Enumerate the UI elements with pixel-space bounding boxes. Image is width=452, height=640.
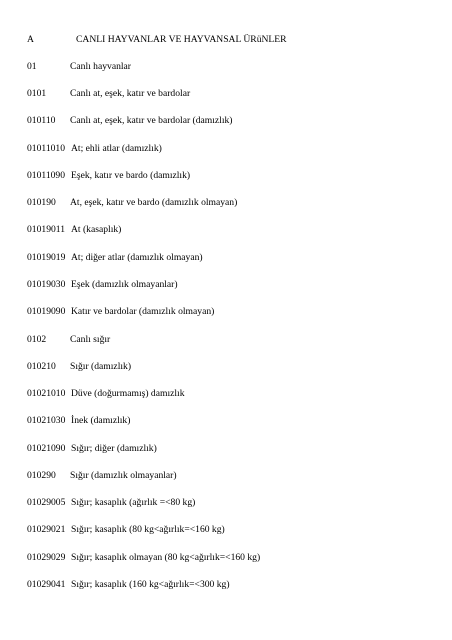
row-code: A xyxy=(27,34,34,45)
row-code: 010110 xyxy=(27,115,56,126)
row-description: CANLI HAYVANLAR VE HAYVANSAL ÜRüNLER xyxy=(76,34,287,45)
row-code: 01029029 xyxy=(27,552,66,563)
row-description: Sığır (damızlık olmayanlar) xyxy=(70,470,177,481)
row-code: 010210 xyxy=(27,361,56,372)
row-description: İnek (damızlık) xyxy=(71,415,131,426)
row-description: Eşek, katır ve bardo (damızlık) xyxy=(71,170,191,181)
row-description: Canlı hayvanlar xyxy=(70,61,132,72)
row-description: At, eşek, katır ve bardo (damızlık olmayan) xyxy=(70,197,238,208)
row-code: 01021030 xyxy=(27,415,66,426)
row-description: Katır ve bardolar (damızlık olmayan) xyxy=(71,306,215,317)
row-code: 01029005 xyxy=(27,497,66,508)
row-code: 01011090 xyxy=(27,170,66,181)
row-code: 01019030 xyxy=(27,279,66,290)
row-description: Düve (doğurmamış) damızlık xyxy=(71,388,185,399)
row-code: 01029041 xyxy=(27,579,66,590)
row-description: Sığır; kasaplık (ağırlık =<80 kg) xyxy=(71,497,196,508)
row-description: At; diğer atlar (damızlık olmayan) xyxy=(71,252,203,263)
row-code: 01019011 xyxy=(27,224,66,235)
row-description: At; ehli atlar (damızlık) xyxy=(71,143,162,154)
row-code: 0102 xyxy=(27,334,47,345)
row-description: Sığır; diğer (damızlık) xyxy=(71,443,157,454)
row-description: Sığır; kasaplık olmayan (80 kg<ağırlık=<160 kg) xyxy=(71,552,261,563)
row-code: 010290 xyxy=(27,470,56,481)
row-description: Canlı at, eşek, katır ve bardolar (damızlık) xyxy=(70,115,233,126)
row-description: At (kasaplık) xyxy=(71,224,122,235)
row-description: Sığır; kasaplık (160 kg<ağırlık=<300 kg) xyxy=(71,579,230,590)
row-description: Canlı at, eşek, katır ve bardolar xyxy=(70,88,191,99)
row-code: 01019019 xyxy=(27,252,66,263)
row-code: 010190 xyxy=(27,197,56,208)
row-description: Eşek (damızlık olmayanlar) xyxy=(71,279,178,290)
row-code: 01019090 xyxy=(27,306,66,317)
row-code: 01021090 xyxy=(27,443,66,454)
row-code: 01029021 xyxy=(27,524,66,535)
row-code: 01011010 xyxy=(27,143,66,154)
row-description: Sığır (damızlık) xyxy=(70,361,132,372)
row-code: 01 xyxy=(27,61,37,72)
row-description: Canlı sığır xyxy=(70,334,111,345)
row-description: Sığır; kasaplık (80 kg<ağırlık=<160 kg) xyxy=(71,524,225,535)
row-code: 0101 xyxy=(27,88,47,99)
row-code: 01021010 xyxy=(27,388,66,399)
